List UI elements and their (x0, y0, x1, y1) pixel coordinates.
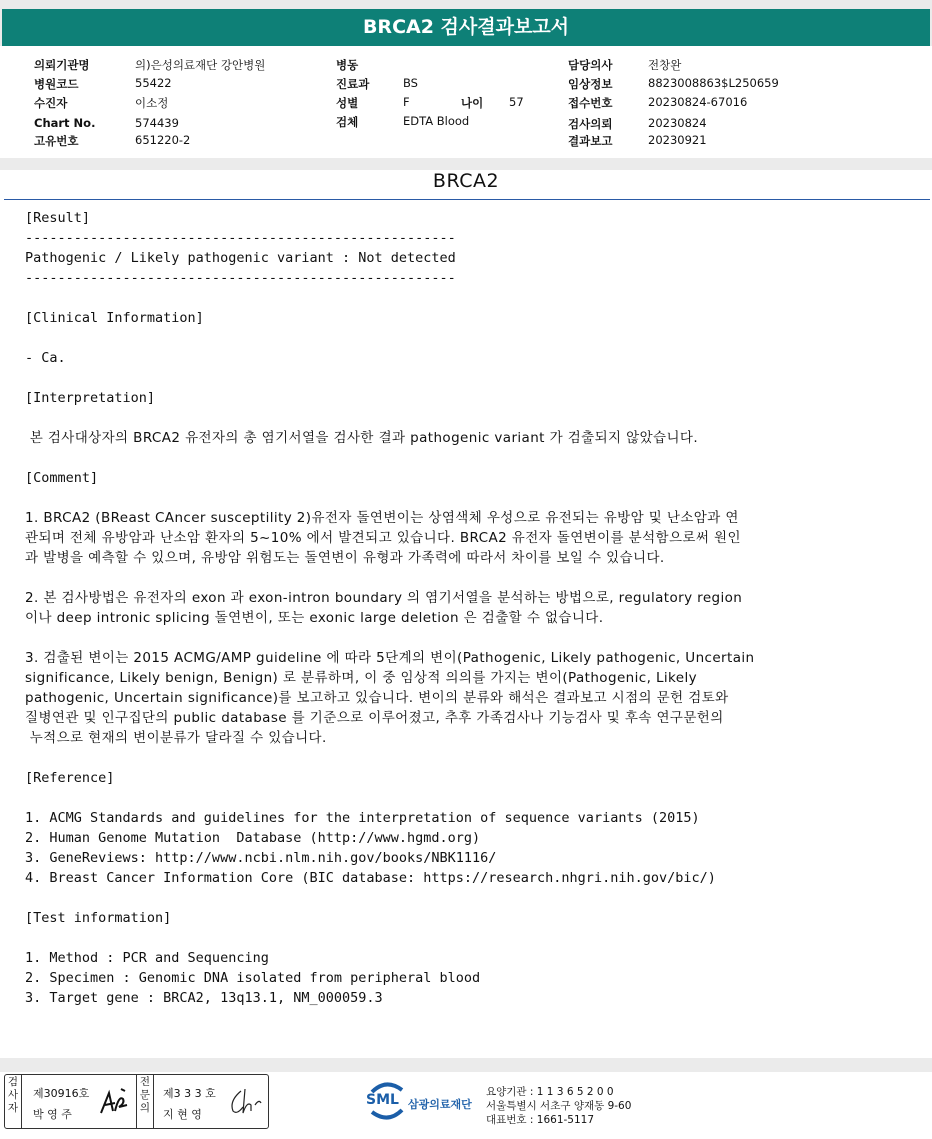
info-value: 574439 (135, 116, 179, 130)
section-underline (4, 199, 930, 200)
signer2-name: 지 현 영 (163, 1108, 202, 1121)
section-title: BRCA2 (432, 170, 500, 192)
comment-line: 2. 본 검사방법은 유전자의 exon 과 exon-intron boundary 의 염기서열을 분석하는 방법으로, regulatory region (25, 590, 743, 606)
reference-header: [Reference] (25, 770, 115, 786)
divider-line: ----------------------------------------------------- (25, 230, 456, 246)
reference-item: 4. Breast Cancer Information Core (BIC database: https://research.nhgri.nih.gov/bic/) (25, 870, 716, 886)
info-value: F (403, 95, 410, 109)
reference-item: 3. GeneReviews: http://www.ncbi.nlm.nih.gov/books/NBK1116/ (25, 850, 497, 866)
info-label: 접수번호 (568, 96, 613, 110)
info-label: 임상정보 (568, 77, 613, 91)
signer1-role-label (5, 1075, 22, 1128)
info-value: BS (403, 76, 418, 90)
signer1-license: 제30916호 (33, 1087, 90, 1100)
info-label: 고유번호 (34, 134, 79, 148)
signer1-signature-icon (97, 1085, 131, 1119)
info-value: 55422 (135, 76, 172, 90)
test-info-header: [Test information] (25, 910, 172, 926)
info-value: 20230824 (648, 116, 707, 130)
info-label: 결과보고 (568, 134, 613, 148)
comment-line: 이나 deep intronic splicing 돌연변이, 또는 exonic large deletion 은 검출할 수 없습니다. (25, 610, 604, 626)
info-value: 이소정 (135, 96, 169, 110)
comment-line: 1. BRCA2 (BReast CAncer susceptility 2)유전자 돌연변이는 상염색체 우성으로 유전되는 유방암 및 난소암과 연 (25, 510, 739, 526)
test-info-item: 3. Target gene : BRCA2, 13q13.1, NM_000059.3 (25, 990, 383, 1006)
comment-line: 과 발병을 예측할 수 있으며, 유방암 위험도는 돌연변이 유형과 가족력에 따라서 차이를 보일 수 있습니다. (25, 550, 665, 566)
info-label: 병동 (336, 58, 359, 72)
info-value: 20230921 (648, 133, 707, 147)
info-label: 성별 (336, 96, 359, 110)
info-value: 전창완 (648, 58, 682, 72)
reference-item: 1. ACMG Standards and guidelines for the interpretation of sequence variants (2015) (25, 810, 700, 826)
signer2-license: 제3 3 3 호 (163, 1087, 216, 1100)
clinical-value: - Ca. (25, 350, 66, 366)
comment-line: 관되며 전체 유방암과 난소암 환자의 5~10% 에서 발견되고 있습니다. BRCA2 유전자 돌연변이를 분석함으로써 원인 (25, 530, 741, 546)
comment-line: 3. 검출된 변이는 2015 ACMG/AMP guideline 에 따라 5단계의 변이(Pathogenic, Likely pathogenic, Uncertain (25, 650, 755, 666)
comment-header: [Comment] (25, 470, 99, 486)
info-value: EDTA Blood (403, 114, 470, 128)
phone: 대표번호 : 1661-5117 (486, 1114, 595, 1126)
signer2-role-text: 전문의 (139, 1076, 151, 1114)
info-label: 병원코드 (34, 77, 79, 91)
test-info-item: 1. Method : PCR and Sequencing (25, 950, 269, 966)
address: 서울특별시 서초구 양재동 9-60 (486, 1100, 632, 1112)
divider-line: ----------------------------------------------------- (25, 270, 456, 286)
info-value: 의)은성의료재단 강안병원 (135, 58, 266, 72)
comment-line: significance, Likely benign, Benign) 로 분류하며, 이 중 임상적 의의를 가지는 변이(Pathogenic, Likely (25, 670, 698, 686)
institution-code: 요양기관 : 1 1 3 6 5 2 0 0 (486, 1086, 614, 1098)
result-line: Pathogenic / Likely pathogenic variant : Not detected (25, 250, 456, 266)
info-label: 검체 (336, 115, 359, 129)
signer1-name: 박 영 주 (33, 1108, 72, 1121)
signer2-signature-icon (227, 1087, 263, 1117)
reference-item: 2. Human Genome Mutation Database (http://www.hgmd.org) (25, 830, 481, 846)
info-label: 의뢰기관명 (34, 58, 90, 72)
age-value: 57 (509, 95, 524, 109)
patient-info-panel (0, 47, 932, 157)
comment-line: pathogenic, Uncertain significance)를 보고하고 있습니다. 변이의 분류와 해석은 결과보고 시점의 문헌 검토와 (25, 690, 729, 706)
separator-band (0, 158, 932, 170)
comment-line: 질병연관 및 인구집단의 public database 를 기준으로 이루어졌고, 추후 가족검사나 기능검사 및 후속 연구문헌의 (25, 710, 724, 726)
bottom-band (0, 1058, 932, 1072)
info-label: Chart No. (34, 116, 96, 130)
clinical-header: [Clinical Information] (25, 310, 204, 326)
test-info-item: 2. Specimen : Genomic DNA isolated from peripheral blood (25, 970, 481, 986)
signer1-role-text: 검사자 (7, 1076, 19, 1114)
footer (0, 1072, 932, 1139)
info-value: 8823008863$L250659 (648, 76, 779, 90)
interpretation-header: [Interpretation] (25, 390, 156, 406)
info-value: 651220-2 (135, 133, 191, 147)
age-label: 나이 (461, 96, 484, 110)
interpretation-text: 본 검사대상자의 BRCA2 유전자의 총 염기서열을 검사한 결과 pathogenic variant 가 검출되지 않았습니다. (25, 430, 699, 446)
info-label: 진료과 (336, 77, 370, 91)
info-label: 수진자 (34, 96, 68, 110)
report-title: BRCA2 검사결과보고서 (2, 9, 930, 46)
comment-line: 누적으로 현재의 변이분류가 달라질 수 있습니다. (25, 730, 327, 746)
info-value: 20230824-67016 (648, 95, 748, 109)
org-name: 삼광의료재단 (408, 1098, 472, 1111)
signer2-role-label (136, 1075, 154, 1128)
info-label: 담당의사 (568, 58, 613, 72)
result-header: [Result] (25, 210, 91, 226)
signature-box (4, 1074, 269, 1129)
logo-text: SML (366, 1092, 399, 1108)
info-label: 검사의뢰 (568, 117, 613, 131)
